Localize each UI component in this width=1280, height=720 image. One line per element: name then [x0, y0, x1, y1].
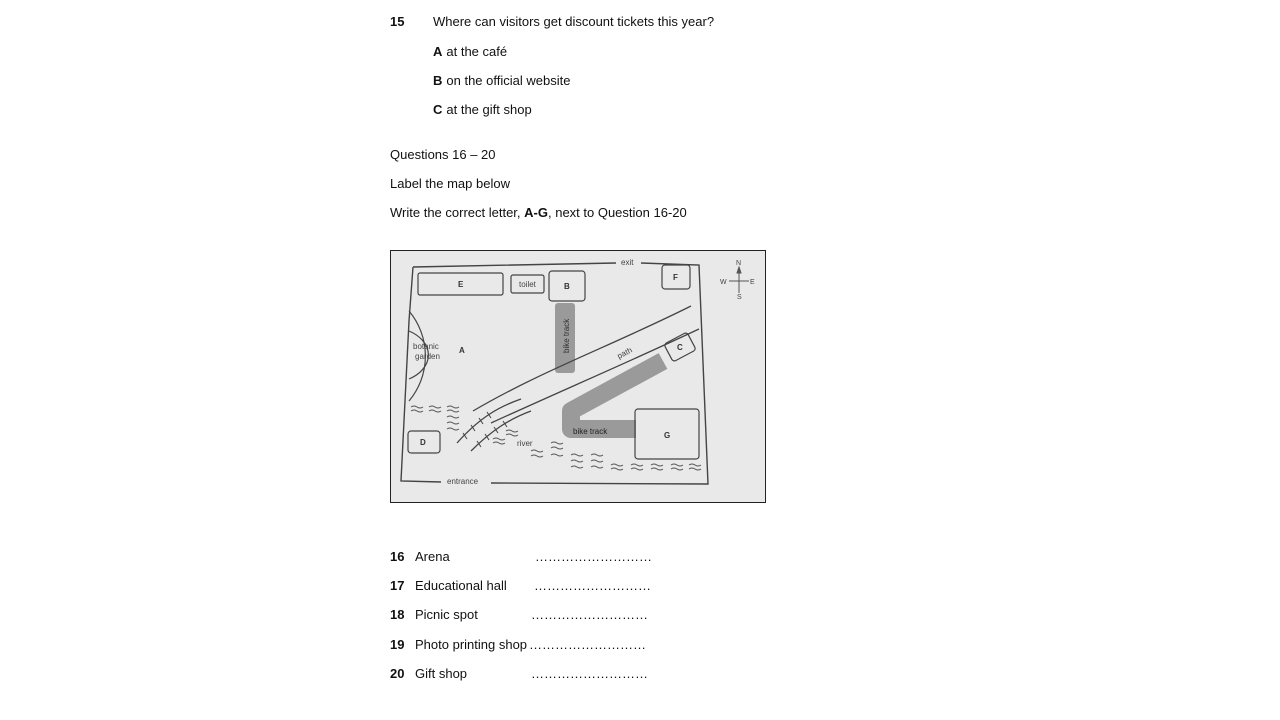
answer-label-20: Gift shop: [415, 666, 468, 681]
answer-label-17: Educational hall: [415, 578, 507, 593]
option-c-letter: C: [433, 102, 443, 117]
answer-number-17: 17: [390, 578, 405, 593]
option-a: [433, 44, 507, 59]
compass-e: E: [750, 279, 755, 286]
map-label-entrance: entrance: [447, 477, 479, 486]
park-boundary: [401, 263, 708, 484]
map-letter-e: E: [458, 280, 464, 289]
bike-track-l-shape: [571, 361, 663, 429]
answer-number-20: 20: [390, 666, 405, 681]
answer-number-19: 19: [390, 637, 405, 652]
river-waves: [411, 406, 701, 470]
map-letter-d: D: [420, 438, 426, 447]
compass-s: S: [737, 294, 742, 301]
map-label-garden: garden: [415, 352, 440, 361]
map-letter-a: A: [459, 346, 465, 355]
answer-label-19: Photo printing shop: [415, 637, 528, 652]
map-label-toilet: toilet: [519, 280, 536, 289]
option-a-text: at the café: [446, 44, 508, 59]
answer-label-18: Picnic spot: [415, 607, 478, 622]
bridge-upper: [457, 399, 521, 443]
option-b-text: on the official website: [446, 73, 571, 88]
map-letter-c: C: [677, 343, 683, 352]
park-map-drawing: [391, 251, 765, 502]
answer-blank-20[interactable]: ………………………: [531, 666, 648, 681]
answer-number-16: 16: [390, 549, 405, 564]
instruction-write-letters: A-G: [524, 205, 548, 220]
map-label-exit: exit: [621, 258, 634, 267]
map-letter-b: B: [564, 282, 570, 291]
compass-n: N: [736, 260, 742, 267]
map-letter-f: F: [673, 273, 678, 282]
map-letter-g: G: [664, 431, 671, 440]
option-b-letter: B: [433, 73, 443, 88]
answer-label-16: Arena: [415, 549, 450, 564]
compass-rose: [729, 267, 749, 293]
question-text-15: Where can visitors get discount tickets this year?: [433, 14, 715, 29]
option-b: [433, 73, 570, 88]
park-map: [390, 250, 766, 503]
option-c-text: at the gift shop: [446, 102, 532, 117]
option-c: [433, 102, 532, 117]
map-label-bike-track-vertical: bike track: [562, 318, 571, 353]
answer-blank-19[interactable]: ………………………: [529, 637, 646, 652]
instruction-write: [390, 205, 687, 220]
map-label-bike-track-horizontal: bike track: [573, 427, 608, 436]
instruction-write-prefix: Write the correct letter,: [390, 205, 525, 220]
map-label-botanic: botanic: [413, 342, 439, 351]
map-label-path: path: [615, 345, 634, 361]
instruction-label-map: Label the map below: [390, 176, 510, 191]
answer-blank-16[interactable]: ………………………: [535, 549, 652, 564]
answer-number-18: 18: [390, 607, 405, 622]
instruction-write-suffix: , next to Question 16-20: [547, 205, 687, 220]
questions-range: Questions 16 – 20: [390, 147, 496, 162]
option-a-letter: A: [433, 44, 443, 59]
compass-w: W: [720, 279, 727, 286]
map-label-river: river: [517, 439, 533, 448]
answer-blank-17[interactable]: ………………………: [534, 578, 651, 593]
answer-blank-18[interactable]: ………………………: [531, 607, 648, 622]
question-number-15: 15: [390, 14, 405, 29]
